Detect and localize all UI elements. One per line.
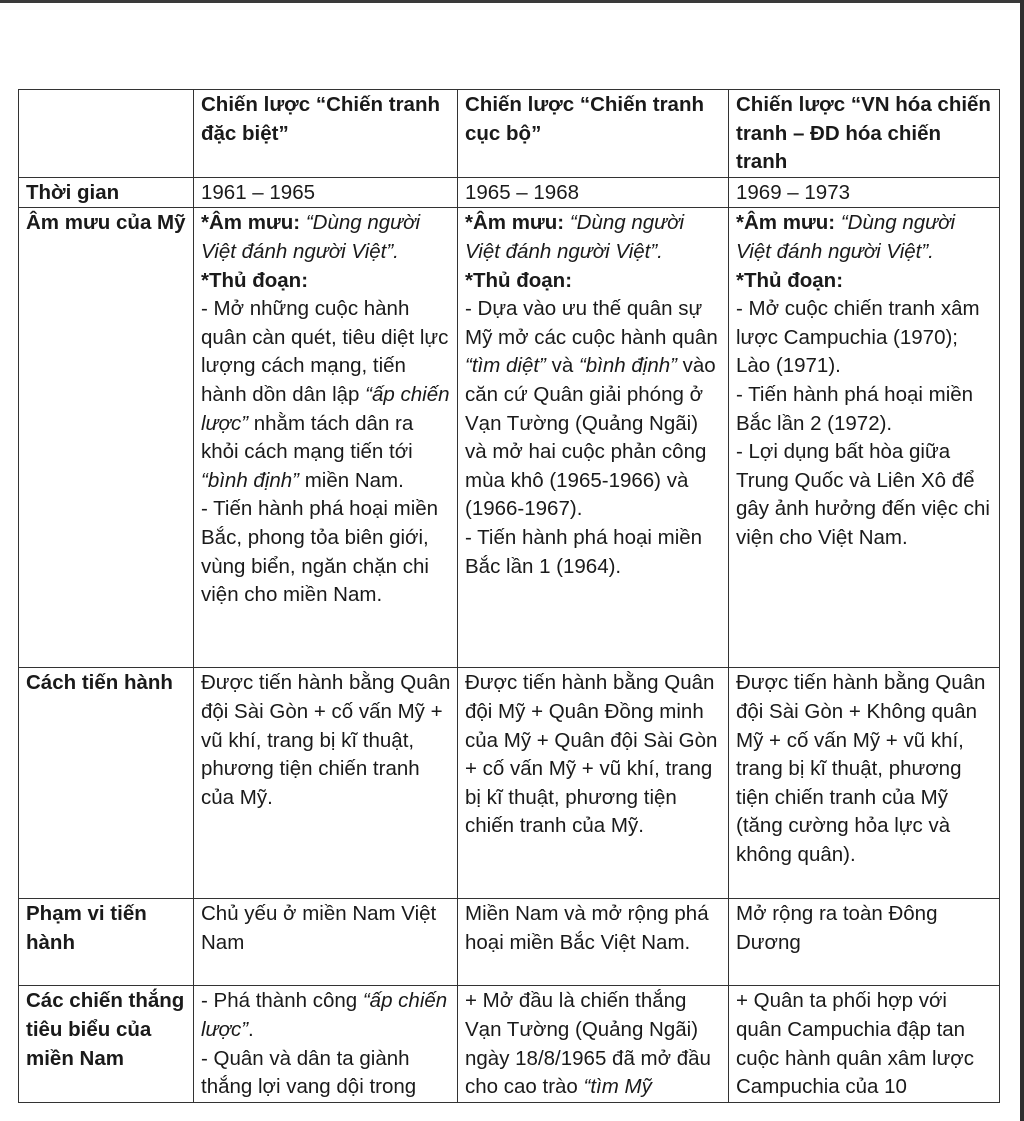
tactic-paragraph: - Mở cuộc chiến tranh xâm lược Campuchia (1970); Lào (1971).	[736, 297, 986, 378]
row-label-time: Thời gian	[19, 177, 194, 208]
header-special-war: Chiến lược “Chiến tranh đặc biệt”	[194, 90, 458, 178]
row-label-plot: Âm mưu của Mỹ	[19, 208, 194, 668]
header-vietnamization: Chiến lược “VN hóa chiến tranh – ĐD hóa chiến tranh	[729, 90, 1000, 178]
table-row-method	[19, 668, 1000, 899]
corner-cell	[19, 90, 194, 178]
method-label: *Thủ đoạn:	[201, 268, 309, 292]
row-label-scope: Phạm vi tiến hành	[19, 899, 194, 986]
tactic-paragraph: - Mở những cuộc hành quân càn quét, tiêu diệt lực lượng cách mạng, tiến hành dồn dân lập “ấp chiến lược” nhằm tách dân ra khỏi cách mạng tiến tới “bình định” miền Nam.	[201, 297, 456, 492]
method-label: *Thủ đoạn:	[736, 268, 844, 292]
time-local-war: 1965 – 1968	[458, 177, 729, 208]
aim-text: “Dùng người Việt đánh người Việt”.	[465, 211, 685, 263]
plot-local-war	[458, 208, 729, 668]
strategy-comparison-table	[18, 89, 1000, 1103]
top-border	[0, 0, 1024, 3]
victories-local-war: + Mở đầu là chiến thắng Vạn Tường (Quảng Ngãi) ngày 18/8/1965 đã mở đầu cho cao trào “tìm Mỹ	[458, 986, 729, 1102]
scope-vietnamization: Mở rộng ra toàn Đông Dương	[729, 899, 1000, 986]
method-vietnamization: Được tiến hành bằng Quân đội Sài Gòn + Không quân Mỹ + cố vấn Mỹ + vũ khí, trang bị kĩ thuật, phương tiện chiến tranh của Mỹ (tăng cường hỏa lực và không quân).	[729, 668, 1000, 899]
scope-local-war: Miền Nam và mở rộng phá hoại miền Bắc Việt Nam.	[458, 899, 729, 986]
table-row-plot	[19, 208, 1000, 668]
tactic-paragraph: - Lợi dụng bất hòa giữa Trung Quốc và Liên Xô để gây ảnh hưởng đến việc chi viện cho Việt Nam.	[736, 440, 996, 549]
time-special-war: 1961 – 1965	[194, 177, 458, 208]
method-special-war: Được tiến hành bằng Quân đội Sài Gòn + cố vấn Mỹ + vũ khí, trang bị kĩ thuật, phương tiện chiến tranh của Mỹ.	[194, 668, 458, 899]
method-label: *Thủ đoạn:	[465, 268, 573, 292]
tactic-paragraph: - Dựa vào ưu thế quân sự Mỹ mở các cuộc hành quân “tìm diệt” và “bình định” vào căn cứ Quân giải phóng ở Vạn Tường (Quảng Ngãi) và mở hai cuộc phản công mùa khô (1965-1966) và (1966-1967).	[465, 297, 722, 521]
victories-special-war: - Phá thành công “ấp chiến lược”. - Quân và dân ta giành thắng lợi vang dội trong	[194, 986, 458, 1102]
table-row-scope	[19, 899, 1000, 986]
row-label-method: Cách tiến hành	[19, 668, 194, 899]
tactic-paragraph: - Tiến hành phá hoại miền Bắc, phong tỏa biên giới, vùng biển, ngăn chặn chi viện cho miền Nam.	[201, 497, 444, 607]
time-vietnamization: 1969 – 1973	[729, 177, 1000, 208]
victories-vietnamization: + Quân ta phối hợp với quân Campuchia đập tan cuộc hành quân xâm lược Campuchia của 10	[729, 986, 1000, 1102]
table-row-time	[19, 177, 1000, 208]
aim-label: *Âm mưu:	[201, 211, 301, 235]
table-header-row	[19, 90, 1000, 178]
right-border	[1020, 0, 1024, 1121]
tactic-paragraph: - Tiến hành phá hoại miền Bắc lần 2 (1972).	[736, 382, 979, 435]
method-local-war: Được tiến hành bằng Quân đội Mỹ + Quân Đồng minh của Mỹ + Quân đội Sài Gòn + cố vấn Mỹ + vũ khí, trang bị kĩ thuật, phương tiện chiến tranh của Mỹ.	[458, 668, 729, 899]
table-row-victories	[19, 986, 1000, 1102]
aim-label: *Âm mưu:	[465, 211, 565, 235]
scope-special-war: Chủ yếu ở miền Nam Việt Nam	[194, 899, 458, 986]
aim-label: *Âm mưu:	[736, 211, 836, 235]
aim-text: “Dùng người Việt đánh người Việt”.	[201, 211, 421, 263]
document-page	[18, 89, 1000, 1103]
plot-vietnamization	[729, 208, 1000, 668]
header-local-war: Chiến lược “Chiến tranh cục bộ”	[458, 90, 729, 178]
aim-text: “Dùng người Việt đánh người Việt”.	[736, 211, 956, 263]
row-label-victories: Các chiến thắng tiêu biểu của miền Nam	[19, 986, 194, 1102]
plot-special-war	[194, 208, 458, 668]
tactic-paragraph: - Tiến hành phá hoại miền Bắc lần 1 (1964).	[465, 525, 708, 578]
